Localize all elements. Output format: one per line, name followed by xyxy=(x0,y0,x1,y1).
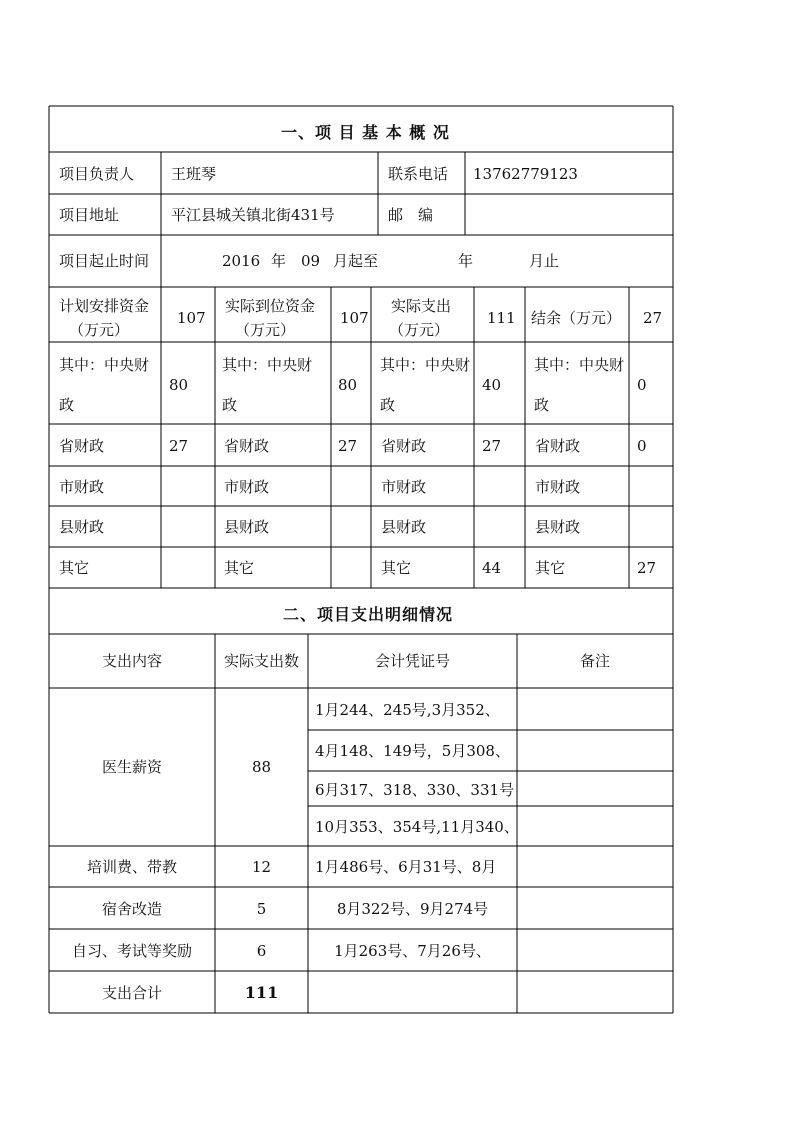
header-voucher: 会计凭证号 xyxy=(374,652,450,670)
row-item: 自习、考试等奖励 xyxy=(71,942,192,960)
header-amount: 实际支出数 xyxy=(223,652,299,670)
address-value: 平江县城关镇北街431号 xyxy=(171,206,335,224)
planned-label-2: （万元） xyxy=(69,321,130,339)
central-label-c1: 其中：中央财 xyxy=(380,356,471,374)
county-label-a: 县财政 xyxy=(59,518,105,536)
row-voucher: 10月353、354号,11月340、 xyxy=(315,818,519,836)
central-value-a: 80 xyxy=(169,376,189,394)
total-label: 支出合计 xyxy=(101,984,162,1002)
central-label-c2: 政 xyxy=(380,396,396,414)
header-item: 支出内容 xyxy=(101,652,162,670)
section2-title: 二、项目支出明细情况 xyxy=(283,605,454,624)
planned-value: 107 xyxy=(177,309,206,327)
balance-value: 27 xyxy=(643,309,663,327)
province-value-c: 27 xyxy=(482,437,502,455)
period-start-month: 09 xyxy=(301,252,321,270)
central-label-d2: 政 xyxy=(534,396,550,414)
row-item: 培训费、带教 xyxy=(86,858,177,876)
postcode-label: 邮 编 xyxy=(388,206,434,224)
spent-label-2: （万元） xyxy=(389,321,450,339)
period-start-year: 2016 xyxy=(222,252,261,270)
period-year-char: 年 xyxy=(271,252,287,270)
row-voucher: 1月244、245号,3月352、 xyxy=(315,701,500,719)
central-label-a2: 政 xyxy=(59,396,75,414)
received-value: 107 xyxy=(340,309,369,327)
row-voucher: 1月486号、6月31号、8月 xyxy=(315,858,497,876)
spent-value: 111 xyxy=(487,309,516,327)
central-label-b2: 政 xyxy=(222,396,238,414)
city-label-a: 市财政 xyxy=(59,478,105,496)
row-item: 医生薪资 xyxy=(101,758,162,776)
county-label-b: 县财政 xyxy=(224,518,270,536)
province-label-b: 省财政 xyxy=(224,437,270,455)
central-value-d: 0 xyxy=(637,376,647,394)
leader-label: 项目负责人 xyxy=(59,165,135,183)
city-label-b: 市财政 xyxy=(224,478,270,496)
spent-label-1: 实际支出 xyxy=(391,297,452,315)
period-end-suffix: 月止 xyxy=(529,252,560,270)
balance-label: 结余（万元） xyxy=(531,309,622,327)
city-label-d: 市财政 xyxy=(535,478,581,496)
leader-value: 王班琴 xyxy=(171,165,217,183)
period-label: 项目起止时间 xyxy=(59,252,150,270)
row-item: 宿舍改造 xyxy=(101,900,162,918)
central-label-d1: 其中：中央财 xyxy=(534,356,625,374)
other-label-a: 其它 xyxy=(59,559,90,577)
period-start-suffix: 月起至 xyxy=(333,252,379,270)
received-label-2: （万元） xyxy=(235,321,296,339)
header-remark: 备注 xyxy=(579,652,610,670)
row-amount: 6 xyxy=(256,942,267,960)
total-value: 111 xyxy=(244,983,279,1002)
other-label-b: 其它 xyxy=(224,559,255,577)
row-voucher: 8月322号、9月274号 xyxy=(336,900,489,918)
province-value-b: 27 xyxy=(338,437,358,455)
province-value-d: 0 xyxy=(637,437,647,455)
row-voucher: 6月317、318、330、331号 xyxy=(315,781,515,799)
county-label-d: 县财政 xyxy=(535,518,581,536)
row-amount: 12 xyxy=(251,858,272,876)
received-label-1: 实际到位资金 xyxy=(225,297,316,315)
province-value-a: 27 xyxy=(169,437,189,455)
other-label-d: 其它 xyxy=(535,559,566,577)
row-voucher: 1月263号、7月26号、 xyxy=(334,942,491,960)
province-label-a: 省财政 xyxy=(59,437,105,455)
city-label-c: 市财政 xyxy=(381,478,427,496)
county-label-c: 县财政 xyxy=(381,518,427,536)
row-amount: 5 xyxy=(256,900,267,918)
other-value-c: 44 xyxy=(482,559,502,577)
province-label-c: 省财政 xyxy=(381,437,427,455)
period-end-year-char: 年 xyxy=(458,252,474,270)
phone-value: 13762779123 xyxy=(473,165,578,183)
other-label-c: 其它 xyxy=(381,559,412,577)
section1-title: 一、项 目 基 本 概 况 xyxy=(281,123,450,142)
row-amount: 88 xyxy=(251,758,272,776)
other-value-d: 27 xyxy=(637,559,657,577)
central-label-b1: 其中：中央财 xyxy=(222,356,313,374)
planned-label-1: 计划安排资金 xyxy=(59,297,150,315)
central-value-b: 80 xyxy=(338,376,358,394)
row-voucher: 4月148、149号，5月308、 xyxy=(315,742,510,760)
central-value-c: 40 xyxy=(482,376,502,394)
central-label-a1: 其中：中央财 xyxy=(59,356,150,374)
address-label: 项目地址 xyxy=(59,206,120,224)
phone-label: 联系电话 xyxy=(388,165,449,183)
province-label-d: 省财政 xyxy=(535,437,581,455)
